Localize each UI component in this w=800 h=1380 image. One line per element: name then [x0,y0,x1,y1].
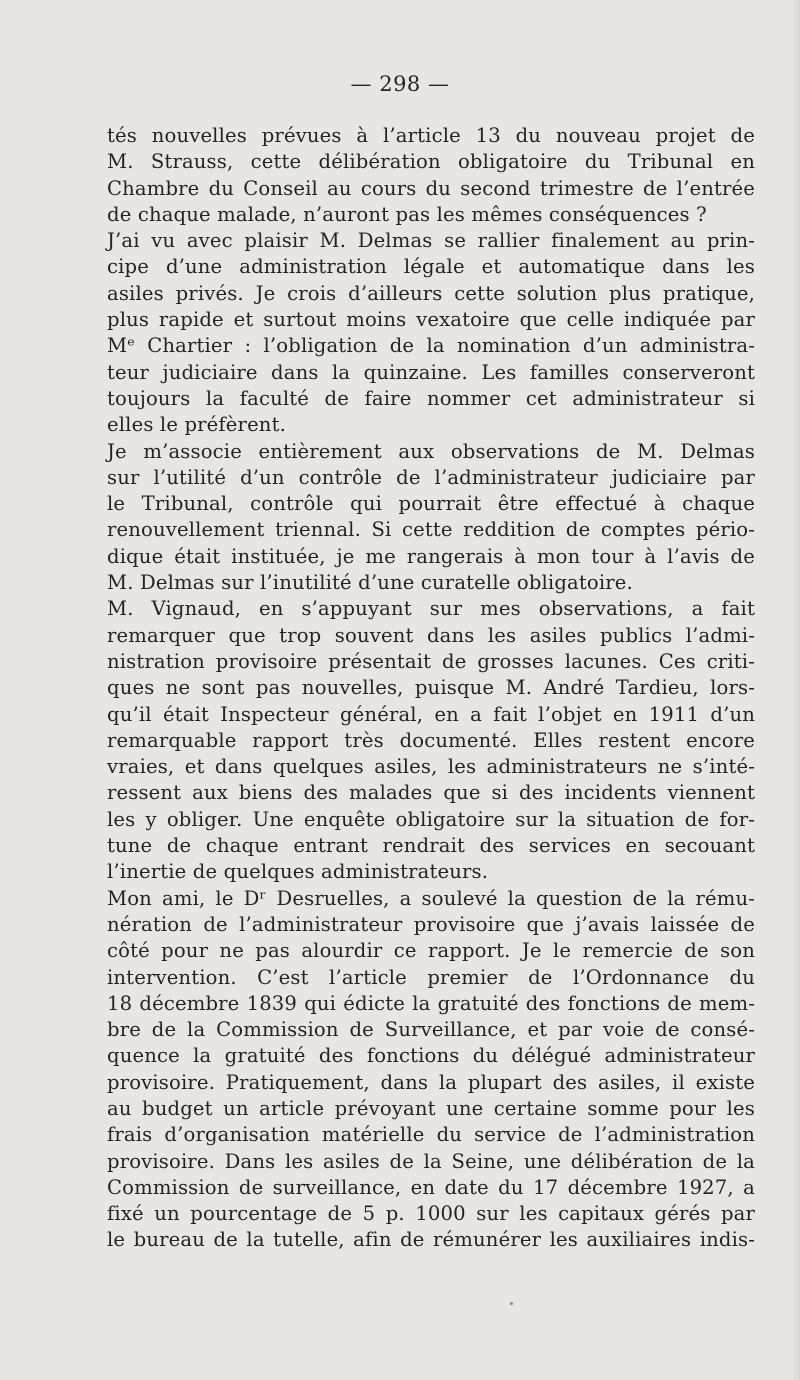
text-line: asiles privés. Je crois d’ailleurs cette solution plus pratique, [107,281,755,305]
text-line: teur judiciaire dans la quinzaine. Les familles conserveront [107,360,755,384]
text-line: Chambre du Conseil au cours du second trimestre de l’entrée [107,176,755,200]
text-line: remarquer que trop souvent dans les asiles publics l’admi- [107,623,755,647]
text-line: au budget un article prévoyant une certaine somme pour les [107,1096,755,1120]
text-line: tune de chaque entrant rendrait des services en secouant [107,834,755,858]
page-number: — 298 — [350,72,450,96]
text-line: l’inertie de quelques administrateurs. [107,860,489,884]
text-line: de chaque malade, n’auront pas les mêmes conséquences ? [107,202,707,226]
text-line: cipe d’une administration légale et automatique dans les [107,255,755,279]
text-line: provisoire. Pratiquement, dans la plupart des asiles, il existe [107,1070,755,1094]
text-line: le Tribunal, contrôle qui pourrait être effectué à chaque [107,492,755,516]
text-line: J’ai vu avec plaisir M. Delmas se rallier finalement au prin- [107,229,755,253]
text-line: bre de la Commission de Surveillance, et par voie de consé- [107,1018,755,1042]
text-line: fixé un pourcentage de 5 p. 1000 sur les capitaux gérés par [107,1202,755,1226]
page-edge-shadow [792,0,800,1380]
text-line: quence la gratuité des fonctions du délégué administrateur [107,1044,755,1068]
text-line: côté pour ne pas alourdir ce rapport. Je le remercie de son [107,939,755,963]
text-line: remarquable rapport très documenté. Elles restent encore [107,728,755,752]
text-line: qu’il était Inspecteur général, en a fait l’objet en 1911 d’un [107,702,755,726]
text-line: Mon ami, le Dʳ Desruelles, a soulevé la question de la rému- [107,886,755,910]
text-line: M. Strauss, cette délibération obligatoire du Tribunal en [107,150,755,174]
text-line: le bureau de la tutelle, afin de rémunérer les auxiliaires indis- [107,1228,755,1252]
body-text [107,123,755,1254]
text-line: plus rapide et surtout moins vexatoire que celle indiquée par [107,308,755,332]
text-line: Je m’associe entièrement aux observations de M. Delmas [107,439,755,463]
text-line: dique était instituée, je me rangerais à mon tour à l’avis de [107,544,755,568]
text-line: M. Delmas sur l’inutilité d’une curatelle obligatoire. [107,571,633,595]
text-line: ressent aux biens des malades que si des incidents viennent [107,781,755,805]
text-line: M. Vignaud, en s’appuyant sur mes observations, a fait [107,597,755,621]
text-line: tés nouvelles prévues à l’article 13 du nouveau projet de [107,124,755,147]
text-line: provisoire. Dans les asiles de la Seine, une délibération de la [107,1149,755,1173]
text-line: vraies, et dans quelques asiles, les administrateurs ne s’inté- [107,755,755,779]
text-line: sur l’utilité d’un contrôle de l’administrateur judiciaire par [107,465,755,489]
text-line: intervention. C’est l’article premier de l’Ordonnance du [107,965,755,989]
text-line: nération de l’administrateur provisoire que j’avais laissée de [107,912,755,936]
text-line: elles le préfèrent. [107,413,286,437]
text-line: les y obliger. Une enquête obligatoire sur la situation de for- [107,807,755,831]
text-line: Commission de surveillance, en date du 17 décembre 1927, a [107,1175,755,1199]
text-line: toujours la faculté de faire nommer cet administrateur si [107,386,755,410]
text-line: ques ne sont pas nouvelles, puisque M. André Tardieu, lors- [107,676,755,700]
text-line: 18 décembre 1839 qui édicte la gratuité des fonctions de mem- [107,991,755,1015]
text-line: frais d’organisation matérielle du service de l’administration [107,1123,755,1147]
ink-speck [510,1302,513,1305]
text-line: renouvellement triennal. Si cette reddition de comptes pério- [107,518,755,542]
text-line: Mᵉ Chartier : l’obligation de la nomination d’un administra- [107,334,755,358]
text-line: nistration provisoire présentait de grosses lacunes. Ces criti- [107,649,755,673]
